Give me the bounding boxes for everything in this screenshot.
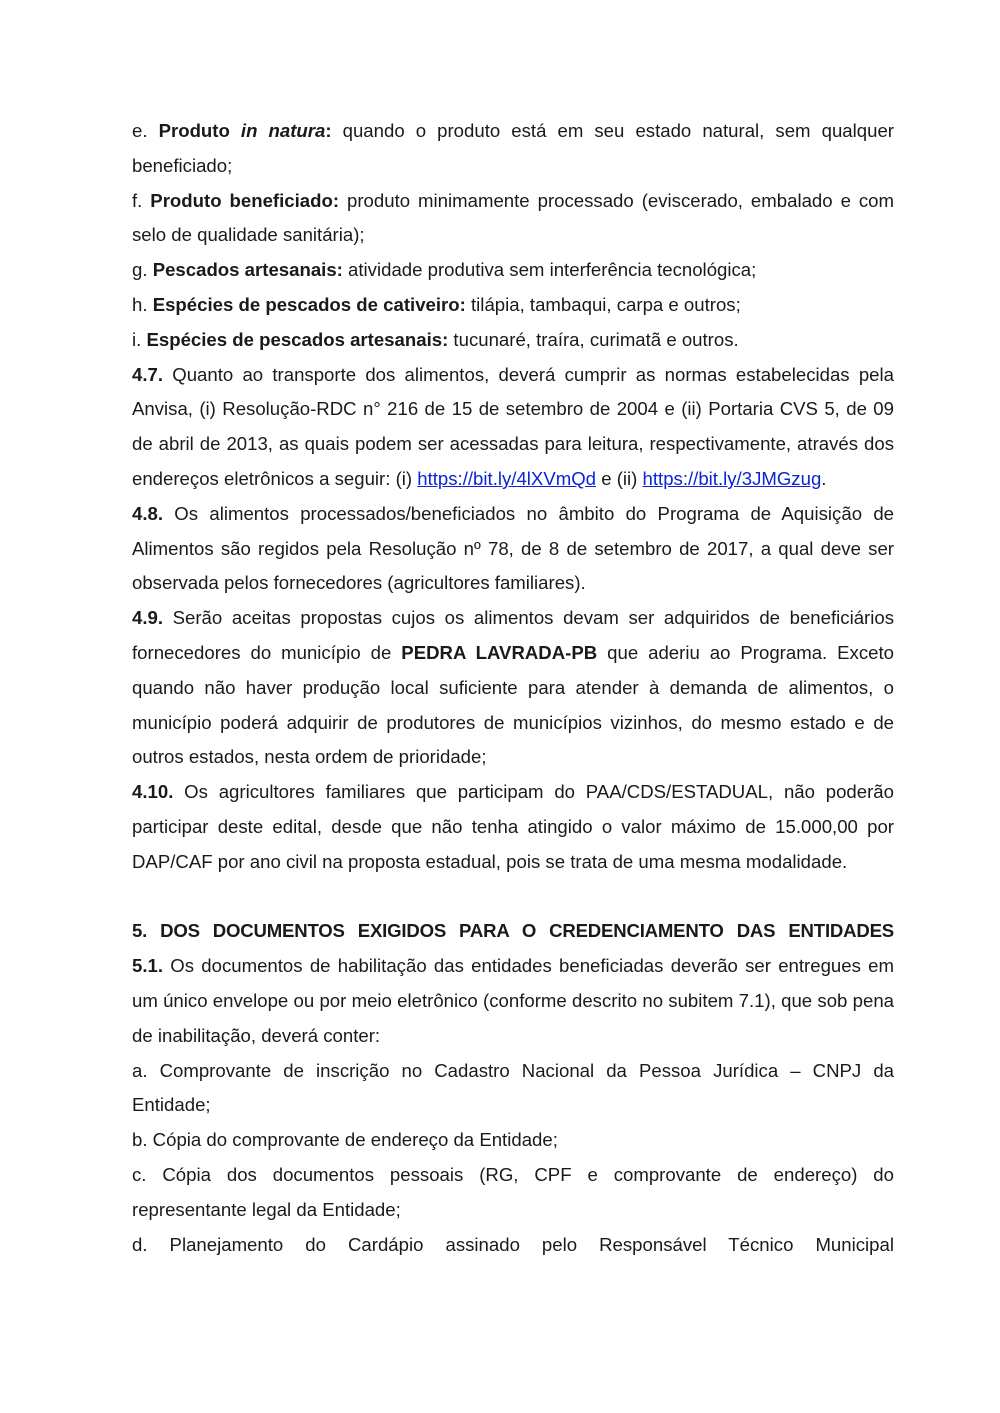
item-5-a: a. Comprovante de inscrição no Cadastro Nacional da Pessoa Jurídica – CNPJ da Entidade; xyxy=(132,1059,894,1116)
term-produto-in-natura: Produto in natura: xyxy=(158,120,332,141)
item-g: g. Pescados artesanais: atividade produtiva sem interferência tecnológica; xyxy=(132,259,757,281)
link-rdc-216[interactable]: https://bit.ly/4lXVmQd xyxy=(417,467,597,489)
item-5-c: c. Cópia dos documentos pessoais (RG, CPF e comprovante de endereço) do representante legal da Entidade; xyxy=(132,1163,894,1220)
clause-number: 4.9. xyxy=(132,607,164,629)
link-portaria-cvs-5[interactable]: https://bit.ly/3JMGzug xyxy=(642,467,822,489)
clause-4-8: 4.8. Os alimentos processados/beneficiados no âmbito do Programa de Aquisição de Alimentos são regidos pela Resolução nº 78, de 8 de setembro de 2017, a qual deve ser observada pelos fornecedores (agricultores familiares). xyxy=(132,502,894,594)
document-page xyxy=(132,114,894,1262)
item-5-d: d. Planejamento do Cardápio assinado pelo Responsável Técnico Municipal xyxy=(132,1233,894,1255)
item-h: h. Espécies de pescados de cativeiro: tilápia, tambaqui, carpa e outros; xyxy=(132,293,741,315)
clause-5-1: 5.1. Os documentos de habilitação das entidades beneficiadas deverão ser entregues em um único envelope ou por meio eletrônico (conforme descrito no subitem 7.1), que sob pena de inabilitação, deverá conter: xyxy=(132,955,894,1046)
item-f: f. Produto beneficiado: produto minimamente processado (eviscerado, embalado e com selo de qualidade sanitária); xyxy=(132,189,894,246)
clause-number: 4.10. xyxy=(132,781,174,803)
term-produto-beneficiado: Produto beneficiado: xyxy=(150,189,340,211)
term-pescados-artesanais: Pescados artesanais: xyxy=(152,259,343,281)
municipality-name: PEDRA LAVRADA-PB xyxy=(401,641,598,663)
clause-number: 4.8. xyxy=(132,502,164,524)
clause-4-7: 4.7. Quanto ao transporte dos alimentos, deverá cumprir as normas estabelecidas pela Anvisa, (i) Resolução-RDC n° 216 de 15 de setembro de 2004 e (ii) Portaria CVS 5, de 09 de abril de 2013, as quais podem ser acessadas para leitura, respectivamente, através dos endereços eletrônicos a seguir: (i) https://bit.ly/4lXVmQd e (ii) https://bit.ly/3JMGzug. xyxy=(132,363,894,489)
item-5-b: b. Cópia do comprovante de endereço da Entidade; xyxy=(132,1129,558,1151)
clause-4-10: 4.10. Os agricultores familiares que participam do PAA/CDS/ESTADUAL, não poderão participar deste edital, desde que não tenha atingido o valor máximo de 15.000,00 por DAP/CAF por ano civil na proposta estadual, pois se trata de uma mesma modalidade. xyxy=(132,781,894,872)
item-i: i. Espécies de pescados artesanais: tucunaré, traíra, curimatã e outros. xyxy=(132,328,739,350)
section-5-heading: 5. DOS DOCUMENTOS EXIGIDOS PARA O CREDENCIAMENTO DAS ENTIDADES xyxy=(132,920,894,942)
clause-number: 4.7. xyxy=(132,363,164,385)
clause-number: 5.1. xyxy=(132,955,164,977)
term-especies-cativeiro: Espécies de pescados de cativeiro: xyxy=(152,293,466,315)
clause-4-9: 4.9. Serão aceitas propostas cujos os alimentos devam ser adquiridos de beneficiários fornecedores do município de PEDRA LAVRADA-PB que aderiu ao Programa. Exceto quando não haver produção local suficiente para atender à demanda de alimentos, o município poderá adquirir de produtores de municípios vizinhos, do mesmo estado e de outros estados, nesta ordem de prioridade; xyxy=(132,607,894,768)
item-e: e. Produto in natura: quando o produto está em seu estado natural, sem qualquer beneficiado; xyxy=(132,120,894,176)
spacer xyxy=(132,880,894,915)
term-especies-artesanais: Espécies de pescados artesanais: xyxy=(146,328,449,350)
